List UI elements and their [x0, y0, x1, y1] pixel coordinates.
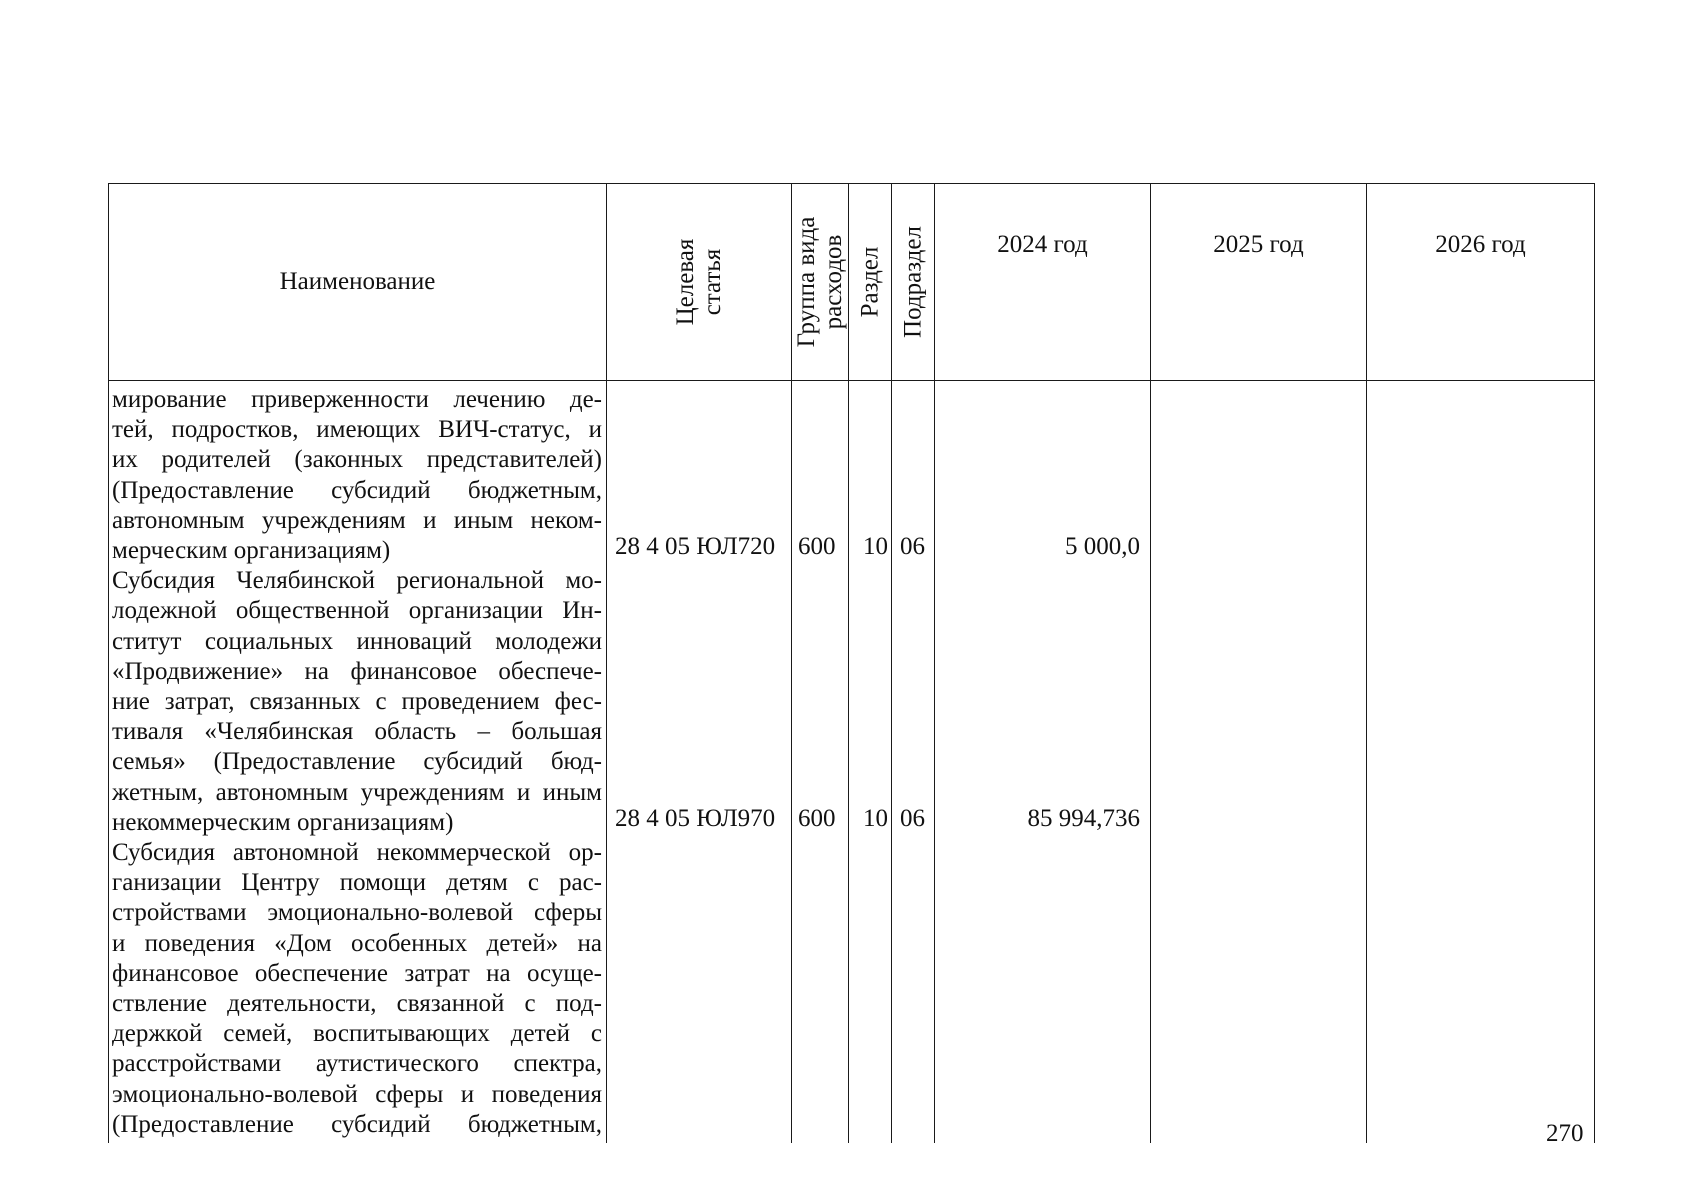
header-expense-group-line-1: Группа вида — [793, 216, 820, 348]
target-article-value: 28 4 05 ЮЛ970 — [615, 805, 776, 832]
name-line: расстройствами аутистического спектра, — [112, 1050, 602, 1078]
name-line: Субсидия Челябинской региональной мо- — [112, 567, 602, 595]
section-value: 10 — [863, 805, 888, 832]
name-line: некоммерческим организациям) — [112, 808, 454, 836]
header-year-2024 — [935, 184, 1151, 381]
header-subsection-text: Подраздел — [899, 226, 927, 338]
name-line: автономным учреждениям и иным неком- — [112, 506, 602, 534]
expense-group-value: 600 — [798, 805, 836, 832]
header-section-text: Раздел — [856, 246, 884, 318]
name-lines — [112, 385, 602, 1140]
header-year-2026-label: 2026 год — [1435, 231, 1526, 258]
name-line: (Предоставление субсидий бюджетным, — [112, 1110, 602, 1138]
name-line: жетным, автономным учреждениям и иным — [112, 778, 602, 806]
header-year-2024-label: 2024 год — [997, 231, 1088, 258]
header-name-label: Наименование — [279, 267, 436, 295]
name-line: ганизации Центру помощи детям с рас- — [112, 869, 602, 897]
header-target-article-line-1: Целевая — [672, 238, 699, 326]
year-2025-cell — [1151, 381, 1367, 1144]
table-row — [109, 381, 1595, 1144]
name-line: семья» (Предоставление субсидий бюд- — [112, 748, 602, 776]
header-name — [109, 184, 607, 381]
name-line: стройствами эмоционально-волевой сферы — [112, 899, 602, 927]
header-subsection — [892, 184, 935, 381]
header-target-article-line-2: статья — [699, 248, 726, 316]
name-line: Субсидия автономной некоммерческой ор- — [112, 839, 602, 867]
year-2026-cell — [1367, 381, 1595, 1144]
header-expense-group — [792, 184, 849, 381]
page-number: 270 — [1546, 1120, 1584, 1147]
target-article-cell — [607, 381, 792, 1144]
expense-group-cell — [792, 381, 849, 1144]
year-2024-value: 5 000,0 — [1065, 533, 1140, 560]
budget-table — [108, 183, 1595, 1143]
header-year-2025-label: 2025 год — [1213, 231, 1304, 258]
year-2024-value: 85 994,736 — [1027, 805, 1140, 832]
name-line: тиваля «Челябинская область – большая — [112, 718, 602, 746]
name-line: мерческим организациям) — [112, 537, 391, 565]
header-year-2026 — [1367, 184, 1595, 381]
target-article-value: 28 4 05 ЮЛ720 — [615, 533, 776, 560]
name-line: эмоционально-волевой сферы и поведения — [112, 1080, 602, 1108]
name-line: держкой семей, воспитывающих детей с — [112, 1020, 602, 1048]
section-value: 10 — [863, 533, 888, 560]
header-target-article-label — [672, 239, 726, 326]
subsection-value: 06 — [900, 533, 925, 560]
name-line: (Предоставление субсидий бюджетным, — [112, 476, 602, 504]
header-subsection-label — [900, 226, 927, 338]
name-line: «Продвижение» на финансовое обеспече- — [112, 657, 602, 685]
header-row — [109, 184, 1595, 381]
subsection-value: 06 — [900, 805, 925, 832]
header-section-label — [857, 247, 884, 318]
name-line: финансовое обеспечение затрат на осуще- — [112, 959, 602, 987]
section-cell — [849, 381, 892, 1144]
name-column-cell — [109, 381, 607, 1144]
name-line: ствление деятельности, связанной с под- — [112, 990, 602, 1018]
header-target-article — [607, 184, 792, 381]
subsection-cell — [892, 381, 935, 1144]
header-year-2025 — [1151, 184, 1367, 381]
name-line: ние затрат, связанных с проведением фес- — [112, 688, 602, 716]
name-line: и поведения «Дом особенных детей» на — [112, 929, 602, 957]
name-line: ститут социальных инноваций молодежи — [112, 627, 602, 655]
header-expense-group-label — [793, 217, 847, 348]
expense-group-value: 600 — [798, 533, 836, 560]
name-line: тей, подростков, имеющих ВИЧ-статус, и — [112, 416, 602, 444]
header-expense-group-line-2: расходов — [820, 234, 847, 330]
year-2024-cell — [935, 381, 1151, 1144]
name-line: их родителей (законных представителей) — [112, 446, 602, 474]
header-section — [849, 184, 892, 381]
name-line: лодежной общественной организации Ин- — [112, 597, 602, 625]
name-line: мирование приверженности лечению де- — [112, 386, 602, 413]
